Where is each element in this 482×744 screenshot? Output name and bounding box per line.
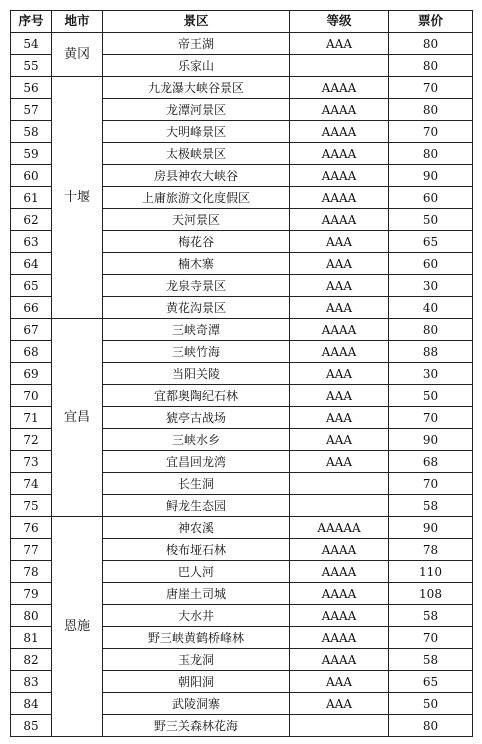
- level-rating: AAA: [290, 429, 389, 451]
- level-rating: AAA: [290, 275, 389, 297]
- level-rating: [290, 715, 389, 737]
- scenic-name: 龙潭河景区: [103, 99, 290, 121]
- scenic-name: 大明峰景区: [103, 121, 290, 143]
- row-number: 83: [11, 671, 52, 693]
- ticket-price: 50: [389, 209, 473, 231]
- level-rating: AAAA: [290, 605, 389, 627]
- level-rating: AAA: [290, 231, 389, 253]
- scenic-name: 黄花沟景区: [103, 297, 290, 319]
- level-rating: AAAA: [290, 341, 389, 363]
- level-rating: AAAA: [290, 583, 389, 605]
- level-rating: AAAA: [290, 77, 389, 99]
- ticket-price: 110: [389, 561, 473, 583]
- scenic-name: 梅花谷: [103, 231, 290, 253]
- ticket-price: 58: [389, 649, 473, 671]
- ticket-price: 80: [389, 33, 473, 55]
- row-number: 68: [11, 341, 52, 363]
- scenic-name: 梭布垭石林: [103, 539, 290, 561]
- scenic-name: 野三峡黄鹤桥峰林: [103, 627, 290, 649]
- ticket-price: 50: [389, 693, 473, 715]
- scenic-name: 玉龙洞: [103, 649, 290, 671]
- row-number: 62: [11, 209, 52, 231]
- ticket-price: 90: [389, 165, 473, 187]
- row-number: 72: [11, 429, 52, 451]
- row-number: 81: [11, 627, 52, 649]
- row-number: 71: [11, 407, 52, 429]
- row-number: 77: [11, 539, 52, 561]
- scenic-name: 当阳关陵: [103, 363, 290, 385]
- ticket-price: 68: [389, 451, 473, 473]
- level-rating: AAA: [290, 693, 389, 715]
- table-row: [11, 517, 473, 539]
- row-number: 74: [11, 473, 52, 495]
- scenic-name: 武陵洞寨: [103, 693, 290, 715]
- ticket-price: 70: [389, 407, 473, 429]
- level-rating: AAA: [290, 407, 389, 429]
- scenic-name: 宜昌回龙湾: [103, 451, 290, 473]
- level-rating: AAAAA: [290, 517, 389, 539]
- row-number: 56: [11, 77, 52, 99]
- level-rating: AAAA: [290, 627, 389, 649]
- ticket-price: 70: [389, 121, 473, 143]
- ticket-price: 30: [389, 363, 473, 385]
- scenic-name: 神农溪: [103, 517, 290, 539]
- row-number: 60: [11, 165, 52, 187]
- level-rating: AAAA: [290, 187, 389, 209]
- ticket-price: 65: [389, 671, 473, 693]
- scenic-name: 长生洞: [103, 473, 290, 495]
- ticket-price: 70: [389, 473, 473, 495]
- level-rating: AAA: [290, 671, 389, 693]
- ticket-price: 80: [389, 55, 473, 77]
- ticket-price: 90: [389, 517, 473, 539]
- scenic-name: 三峡奇潭: [103, 319, 290, 341]
- table-body: [11, 33, 473, 737]
- ticket-price: 80: [389, 143, 473, 165]
- row-number: 66: [11, 297, 52, 319]
- ticket-price: 58: [389, 605, 473, 627]
- level-rating: AAA: [290, 253, 389, 275]
- header-city: 地市: [52, 11, 103, 33]
- level-rating: [290, 55, 389, 77]
- row-number: 59: [11, 143, 52, 165]
- ticket-price: 80: [389, 319, 473, 341]
- header-scenic: 景区: [103, 11, 290, 33]
- header-level: 等级: [290, 11, 389, 33]
- ticket-price: 80: [389, 715, 473, 737]
- scenic-name: 大水井: [103, 605, 290, 627]
- scenic-name: 房县神农大峡谷: [103, 165, 290, 187]
- row-number: 55: [11, 55, 52, 77]
- ticket-price: 50: [389, 385, 473, 407]
- level-rating: AAA: [290, 451, 389, 473]
- ticket-price: 58: [389, 495, 473, 517]
- ticket-price: 90: [389, 429, 473, 451]
- row-number: 78: [11, 561, 52, 583]
- scenic-name: 野三关森林花海: [103, 715, 290, 737]
- row-number: 64: [11, 253, 52, 275]
- row-number: 57: [11, 99, 52, 121]
- row-number: 82: [11, 649, 52, 671]
- ticket-price: 80: [389, 99, 473, 121]
- level-rating: AAAA: [290, 165, 389, 187]
- scenic-name: 巴人河: [103, 561, 290, 583]
- scenic-name: 天河景区: [103, 209, 290, 231]
- level-rating: [290, 473, 389, 495]
- city-cell: 十堰: [52, 77, 103, 319]
- row-number: 73: [11, 451, 52, 473]
- table-row: [11, 33, 473, 55]
- scenic-name: 九龙瀑大峡谷景区: [103, 77, 290, 99]
- ticket-price: 40: [389, 297, 473, 319]
- ticket-price: 60: [389, 187, 473, 209]
- header-price: 票价: [389, 11, 473, 33]
- header-no: 序号: [11, 11, 52, 33]
- row-number: 67: [11, 319, 52, 341]
- ticket-price: 88: [389, 341, 473, 363]
- level-rating: AAA: [290, 33, 389, 55]
- scenic-name: 太极峡景区: [103, 143, 290, 165]
- ticket-price: 30: [389, 275, 473, 297]
- ticket-price: 70: [389, 627, 473, 649]
- scenic-name: 猇亭古战场: [103, 407, 290, 429]
- row-number: 79: [11, 583, 52, 605]
- ticket-price: 78: [389, 539, 473, 561]
- level-rating: AAA: [290, 297, 389, 319]
- scenic-name: 唐崖土司城: [103, 583, 290, 605]
- level-rating: AAAA: [290, 561, 389, 583]
- scenic-name: 三峡竹海: [103, 341, 290, 363]
- level-rating: AAA: [290, 385, 389, 407]
- scenic-name: 上庸旅游文化度假区: [103, 187, 290, 209]
- city-cell: 黄冈: [52, 33, 103, 77]
- scenic-name: 乐家山: [103, 55, 290, 77]
- ticket-price: 108: [389, 583, 473, 605]
- row-number: 69: [11, 363, 52, 385]
- scenic-name: 朝阳洞: [103, 671, 290, 693]
- row-number: 58: [11, 121, 52, 143]
- row-number: 85: [11, 715, 52, 737]
- level-rating: AAAA: [290, 209, 389, 231]
- level-rating: AAAA: [290, 121, 389, 143]
- scenic-name: 宜都奥陶纪石林: [103, 385, 290, 407]
- scenic-ticket-table: [10, 10, 473, 737]
- level-rating: [290, 495, 389, 517]
- row-number: 76: [11, 517, 52, 539]
- table-row: [11, 319, 473, 341]
- level-rating: AAAA: [290, 99, 389, 121]
- ticket-price: 65: [389, 231, 473, 253]
- level-rating: AAA: [290, 363, 389, 385]
- level-rating: AAAA: [290, 539, 389, 561]
- scenic-name: 龙泉寺景区: [103, 275, 290, 297]
- row-number: 70: [11, 385, 52, 407]
- scenic-name: 帝王湖: [103, 33, 290, 55]
- level-rating: AAAA: [290, 649, 389, 671]
- scenic-name: 鲟龙生态园: [103, 495, 290, 517]
- level-rating: AAAA: [290, 143, 389, 165]
- city-cell: 恩施: [52, 517, 103, 737]
- level-rating: AAAA: [290, 319, 389, 341]
- ticket-price: 60: [389, 253, 473, 275]
- row-number: 61: [11, 187, 52, 209]
- table-row: [11, 77, 473, 99]
- row-number: 84: [11, 693, 52, 715]
- row-number: 54: [11, 33, 52, 55]
- row-number: 75: [11, 495, 52, 517]
- row-number: 65: [11, 275, 52, 297]
- header-row: [11, 11, 473, 33]
- scenic-name: 三峡水乡: [103, 429, 290, 451]
- ticket-price: 70: [389, 77, 473, 99]
- city-cell: 宜昌: [52, 319, 103, 517]
- scenic-name: 楠木寨: [103, 253, 290, 275]
- row-number: 63: [11, 231, 52, 253]
- row-number: 80: [11, 605, 52, 627]
